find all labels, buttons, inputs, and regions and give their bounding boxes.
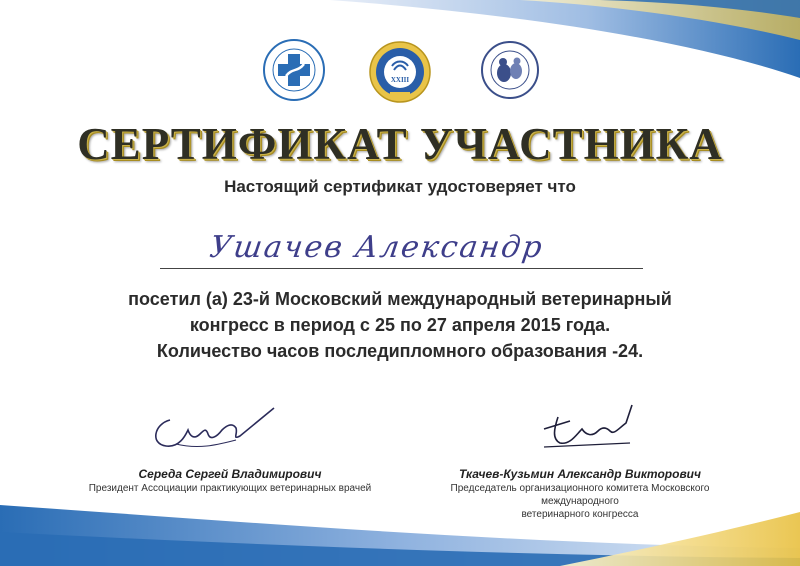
certificate-body	[100, 286, 700, 364]
certificate-subtitle: Настоящий сертификат удостоверяет что	[224, 177, 576, 196]
right-signer-name: Ткачев-Кузьмин Александр Викторович	[458, 467, 702, 481]
congress-number: XXIII	[390, 76, 410, 84]
right-signer-title-line: Председатель организационного комитета Московского международного	[450, 483, 710, 507]
certificate-title: СЕРТИФИКАТ УЧАСТНИКА	[77, 119, 723, 169]
left-signature-icon	[140, 400, 280, 460]
right-signer-title-line: ветеринарного конгресса	[521, 509, 639, 520]
association-logo-icon	[262, 38, 326, 102]
body-line: посетил (а) 23-й Московский международный ветеринарный	[128, 289, 672, 309]
left-signer-name: Середа Сергей Владимирович	[138, 467, 322, 481]
congress-logo-icon	[368, 40, 432, 104]
body-line: конгресс в период с 25 по 27 апреля 2015 года.	[189, 315, 611, 335]
body-line: Количество часов последипломного образования -24.	[156, 341, 644, 361]
right-signature-icon	[530, 395, 640, 465]
wsava-logo-icon	[480, 40, 540, 100]
right-signer-title	[415, 482, 745, 521]
name-underline	[160, 268, 643, 269]
left-signer-title: Президент Ассоциации практикующих ветеринарных врачей	[88, 483, 372, 494]
recipient-name: Ушачев Александр	[207, 230, 547, 265]
